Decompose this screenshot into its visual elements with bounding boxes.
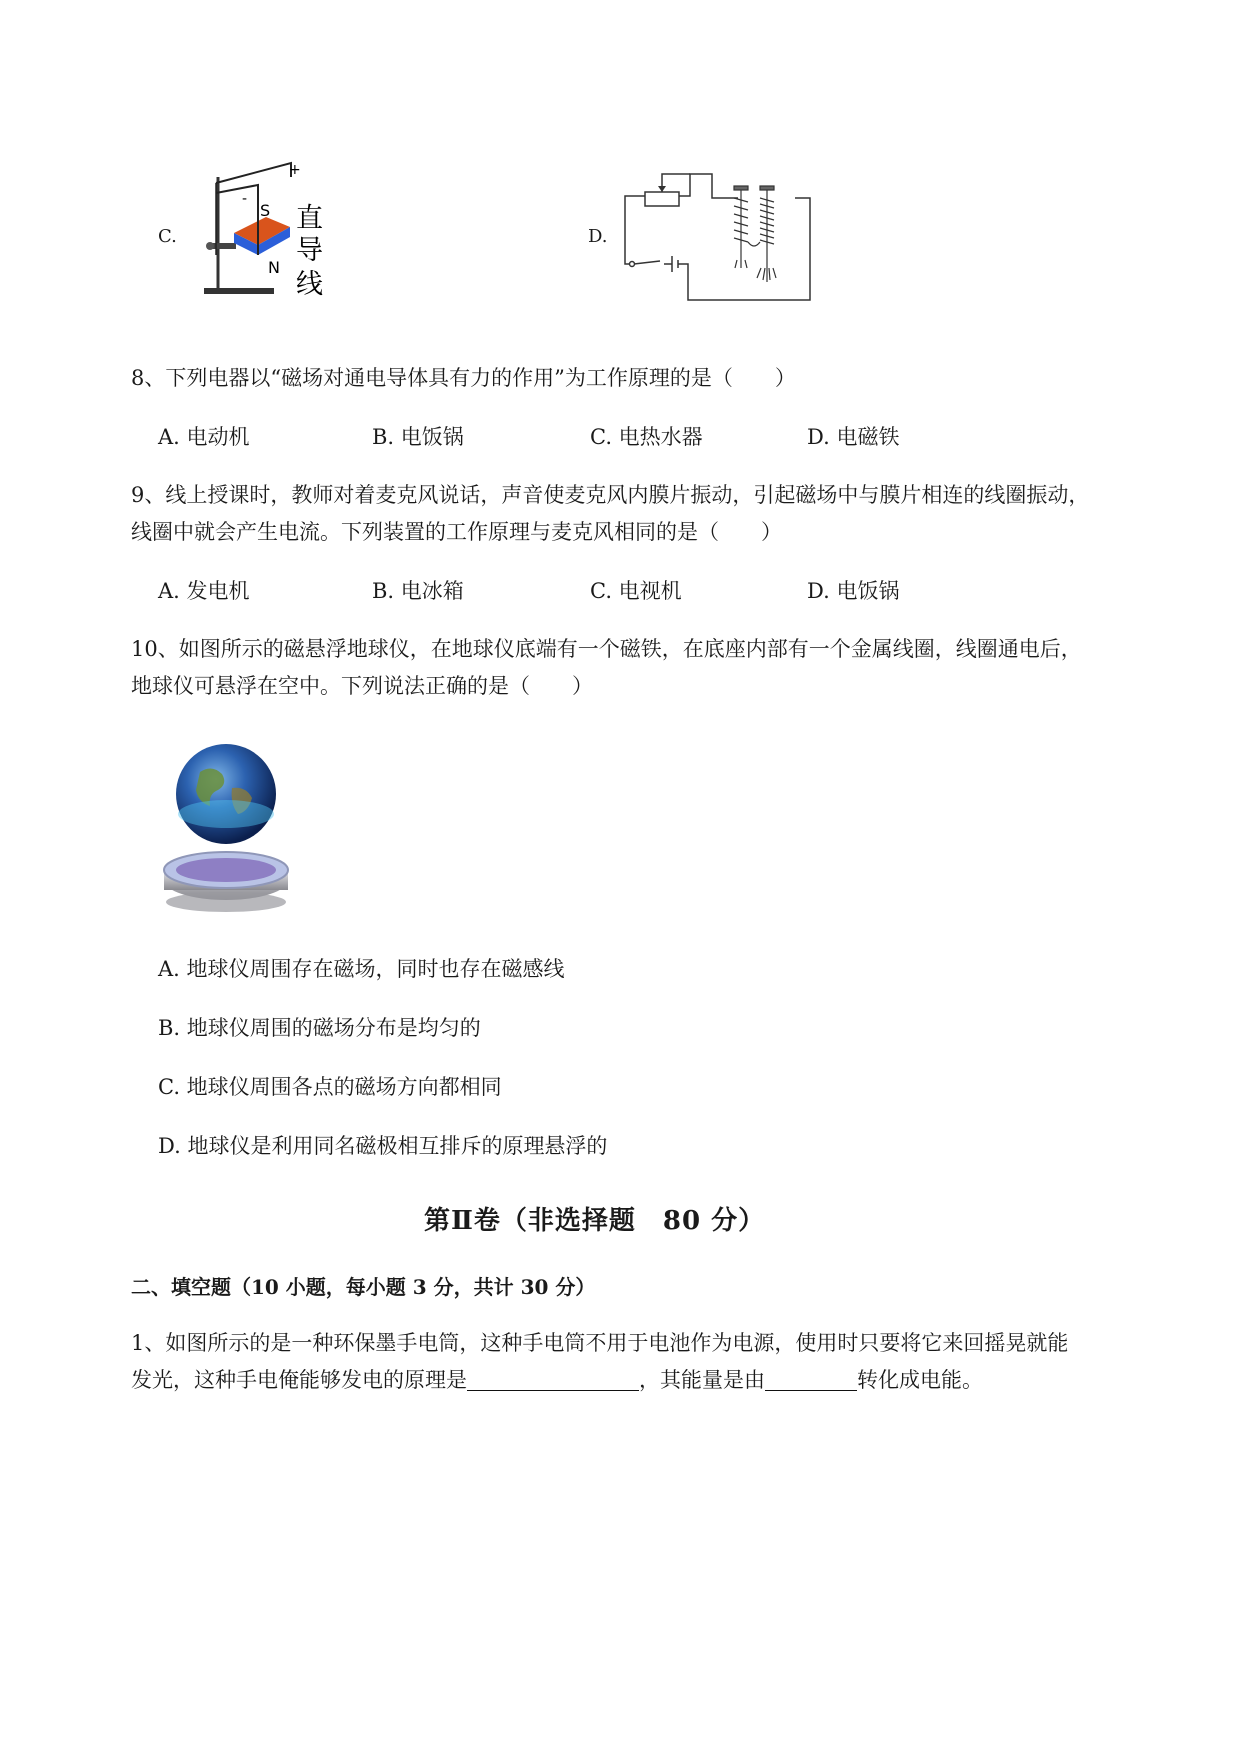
globe-glow <box>178 800 274 828</box>
q8-option-d[interactable]: D. 电磁铁 <box>807 425 900 449</box>
switch-lever <box>634 261 660 264</box>
question-8-stem: 8、下列电器以“磁场对通电导体具有力的作用”为工作原理的是（ ） <box>131 366 796 390</box>
q10-option-d[interactable]: D. 地球仪是利用同名磁极相互排斥的原理悬浮的 <box>158 1134 608 1158</box>
q8-option-b[interactable]: B. 电饭锅 <box>372 425 464 449</box>
q9-option-a[interactable]: A. 发电机 <box>158 579 250 603</box>
answer-blank-1[interactable] <box>467 1368 639 1391</box>
option-c-label: C. <box>158 226 177 247</box>
plus-sign: + <box>289 162 301 178</box>
electromagnet-circuit-figure <box>620 168 820 304</box>
q8-option-a[interactable]: A. 电动机 <box>158 425 250 449</box>
rheostat-box <box>645 192 679 206</box>
fill-question-1-text-c: 转化成电能。 <box>857 1368 983 1392</box>
q10-option-c[interactable]: C. 地球仪周围各点的磁场方向都相同 <box>158 1075 502 1099</box>
answer-blank-2[interactable] <box>765 1368 857 1391</box>
maglev-globe-figure <box>160 742 300 918</box>
wire-top <box>216 163 291 183</box>
minus-sign: - <box>242 191 248 207</box>
q8-option-c[interactable]: C. 电热水器 <box>590 425 703 449</box>
fill-question-1-text-a: 发光，这种手电俺能够发电的原理是 <box>131 1368 467 1392</box>
straight-wire-magnet-figure <box>196 155 336 305</box>
option-d-label: D. <box>588 226 608 247</box>
q9-option-b[interactable]: B. 电冰箱 <box>372 579 464 603</box>
question-9-stem-line1: 9、线上授课时，教师对着麦克风说话，声音使麦克风内膜片振动，引起磁场中与膜片相连的线圈振动， <box>131 483 1090 507</box>
section-2-title: 第Ⅱ卷（非选择题 80 分） <box>424 1206 766 1236</box>
base-pad <box>176 858 276 882</box>
question-9-stem-line2: 线圈中就会产生电流。下列装置的工作原理与麦克风相同的是（ ） <box>131 520 782 544</box>
q10-option-a[interactable]: A. 地球仪周围存在磁场，同时也存在磁感线 <box>158 957 565 981</box>
question-10-stem-line1: 10、如图所示的磁悬浮地球仪，在地球仪底端有一个磁铁，在底座内部有一个金属线圈，线圈通电后， <box>131 637 1082 661</box>
circuit-bottom-wire <box>678 198 810 300</box>
fill-question-1-text-b: ，其能量是由 <box>639 1368 765 1392</box>
globe <box>176 744 276 844</box>
electromagnet-nails <box>734 186 776 282</box>
q10-option-b[interactable]: B. 地球仪周围的磁场分布是均匀的 <box>158 1016 481 1040</box>
caption-char-1: 直 <box>296 203 323 234</box>
circuit-left-wire <box>625 196 645 264</box>
q9-option-c[interactable]: C. 电视机 <box>590 579 682 603</box>
stand-base <box>204 288 274 294</box>
fill-in-section-heading: 二、填空题（10 小题，每小题 3 分，共计 30 分） <box>131 1275 596 1299</box>
fill-question-1-line1: 1、如图所示的是一种环保墨手电筒，这种手电筒不用于电池作为电源，使用时只要将它来回摇晃就能 <box>131 1331 1069 1355</box>
caption-char-2: 导 <box>296 235 323 266</box>
n-pole-label: N <box>268 258 280 277</box>
s-pole-label: S <box>260 201 271 220</box>
q9-option-d[interactable]: D. 电饭锅 <box>807 579 900 603</box>
question-10-stem-line2: 地球仪可悬浮在空中。下列说法正确的是（ ） <box>131 674 593 698</box>
caption-char-3: 线 <box>296 269 323 300</box>
fill-question-1-line2 <box>131 1365 983 1395</box>
